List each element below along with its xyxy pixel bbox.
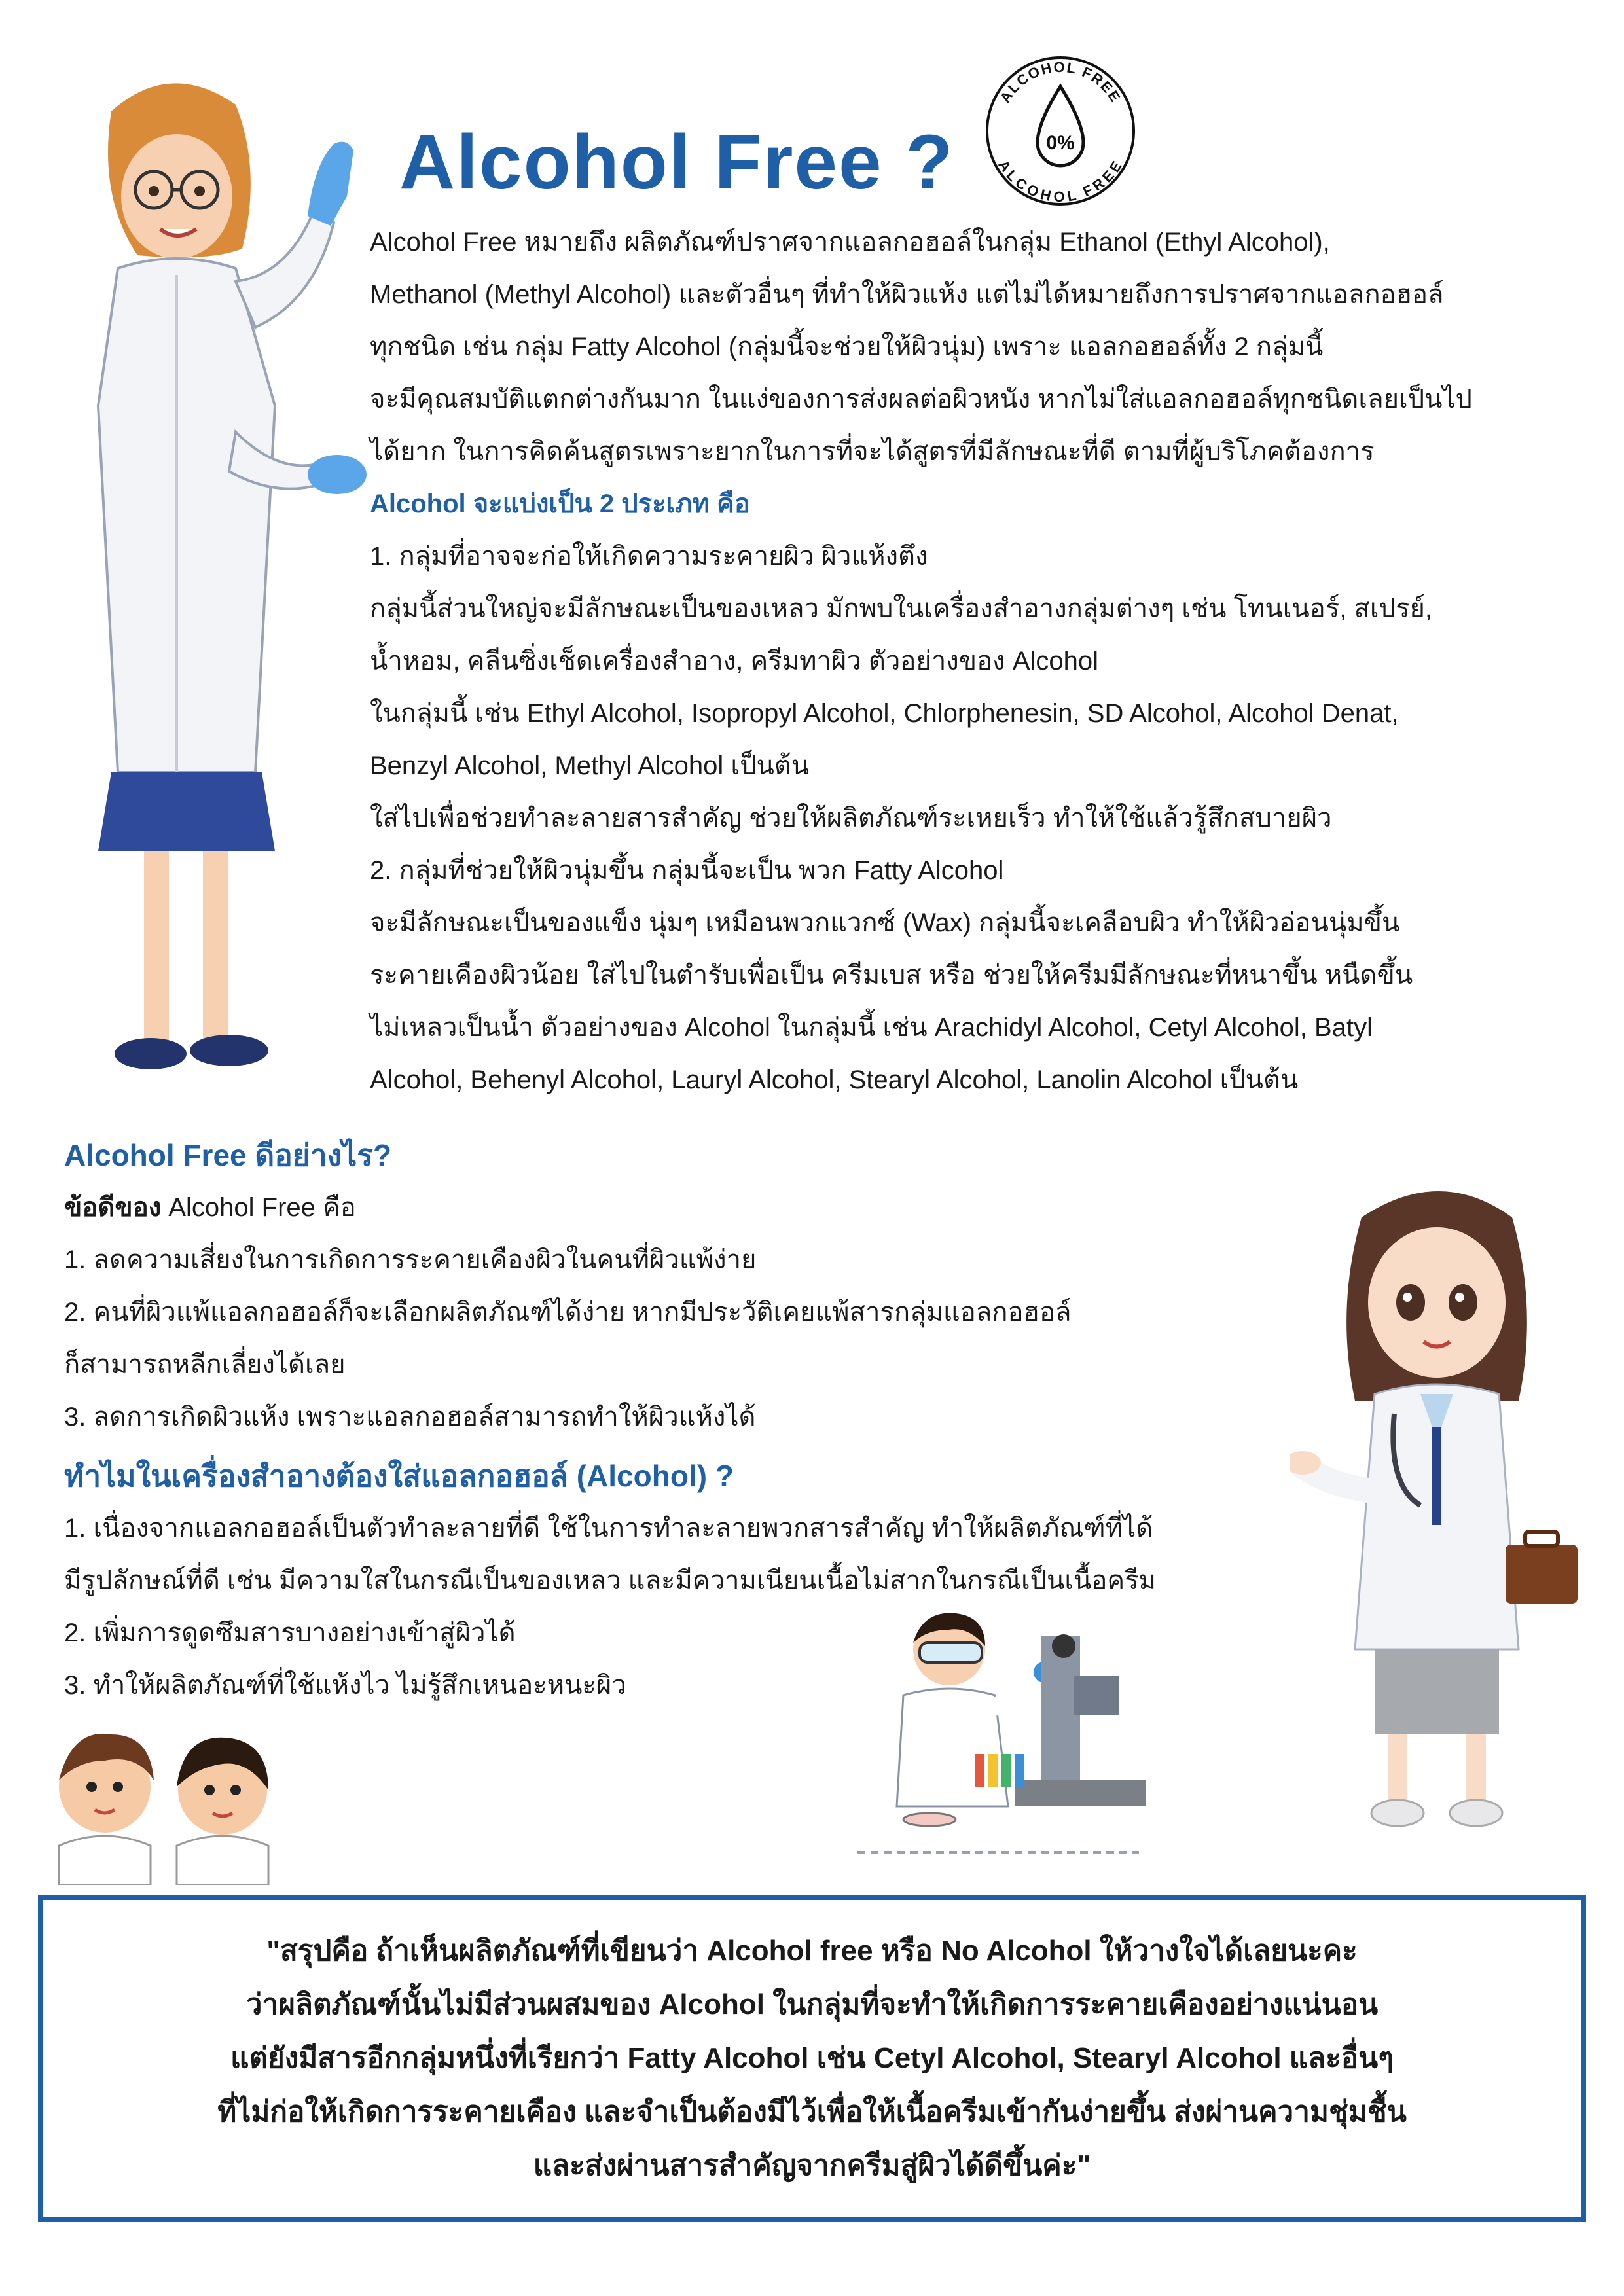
doctor-girl-illustration — [1290, 1178, 1591, 1833]
summary-line: "สรุปคือ ถ้าเห็นผลิตภัณฑ์ที่เขียนว่า Alcohol free หรือ No Alcohol ให้วางใจได้เลยนะคะ — [266, 1935, 1358, 1967]
intro-section — [370, 216, 1587, 1106]
badge-ring-top: ALCOHOL FREE — [996, 58, 1125, 106]
type-line: กลุ่มนี้ส่วนใหญ่จะมีลักษณะเป็นของเหลว มักพบในเครื่องสำอางกลุ่มต่างๆ เช่น โทนเนอร์, สเปรย์, — [370, 594, 1433, 623]
summary-line: ที่ไม่ก่อให้เกิดการระคายเคือง และจำเป็นต้องมีไว้เพื่อให้เนื้อครีมเข้ากันง่ายขึ้น ส่งผ่านความชุ่มชื้น — [217, 2096, 1407, 2128]
page-title: Alcohol Free ? — [399, 119, 954, 206]
why-line: 2. เพิ่มการดูดซึมสารบางอย่างเข้าสู่ผิวได้ — [64, 1619, 516, 1647]
intro-line: ทุกชนิด เช่น กลุ่ม Fatty Alcohol (กลุ่มนี้จะช่วยให้ผิวนุ่ม) เพราะ แอลกอฮอล์ทั้ง 2 กลุ่มนี้ — [370, 332, 1324, 361]
why-line: มีรูปลักษณ์ที่ดี เช่น มีความใสในกรณีเป็นของเหลว และมีความเนียนเนื้อไม่สากในกรณีเป็นเนื้อครีม — [64, 1566, 1157, 1595]
type-line: น้ำหอม, คลีนซิ่งเช็ดเครื่องสำอาง, ครีมทาผิว ตัวอย่างของ Alcohol — [370, 647, 1099, 675]
benefits-lead-rest: Alcohol Free คือ — [161, 1193, 356, 1222]
type-line: 1. กลุ่มที่อาจจะก่อให้เกิดความระคายผิว ผิวแห้งตึง — [370, 542, 928, 571]
alcohol-free-badge-icon — [975, 46, 1146, 216]
intro-line: Methanol (Methyl Alcohol) และตัวอื่นๆ ที่ทำให้ผิวแห้ง แต่ไม่ได้หมายถึงการปราศจากแอลกอฮอล์ — [370, 280, 1444, 309]
summary-line: แต่ยังมีสารอีกกลุ่มหนึ่งที่เรียกว่า Fatty Alcohol เช่น Cetyl Alcohol, Stearyl Alcohol และอื่นๆ — [230, 2042, 1394, 2074]
benefits-section — [64, 1129, 1275, 1443]
benefits-lead — [64, 1181, 1275, 1234]
benefits-heading: Alcohol Free ดีอย่างไร? — [64, 1138, 392, 1172]
badge-ring-bottom: ALCOHOL FREE — [995, 157, 1126, 206]
intro-line: ได้ยาก ในการคิดค้นสูตรเพราะยากในการที่จะได้สูตรที่มีลักษณะที่ดี ตามที่ผู้บริโภคต้องการ — [370, 437, 1375, 466]
benefit-line: 3. ลดการเกิดผิวแห้ง เพราะแอลกอฮอล์สามารถทำให้ผิวแห้งได้ — [64, 1403, 756, 1431]
summary-box — [38, 1895, 1586, 2222]
benefit-line: 2. คนที่ผิวแพ้แอลกอฮอล์ก็จะเลือกผลิตภัณฑ์ได้ง่าย หากมีประวัติเคยแพ้สารกลุ่มแอลกอฮอล์ — [64, 1298, 1072, 1327]
type-line: Benzyl Alcohol, Methyl Alcohol เป็นต้น — [370, 751, 810, 780]
summary-line: และส่งผ่านสารสำคัญจากครีมสู่ผิวได้ดีขึ้นค่ะ" — [533, 2149, 1091, 2181]
types-heading: Alcohol จะแบ่งเป็น 2 ประเภท คือ — [370, 490, 750, 518]
intro-line: จะมีคุณสมบัติแตกต่างกันมาก ในแง่ของการส่งผลต่อผิวหนัง หากไม่ใส่แอลกอฮอล์ทุกชนิดเลยเป็นไป — [370, 385, 1472, 414]
benefits-lead-bold: ข้อดีของ — [64, 1193, 162, 1222]
why-heading: ทำไมในเครื่องสำอางต้องใส่แอลกอฮอล์ (Alcohol) ? — [64, 1459, 734, 1493]
benefit-line: ก็สามารถหลีกเลี่ยงได้เลย — [64, 1350, 346, 1379]
type-line: ในกลุ่มนี้ เช่น Ethyl Alcohol, Isopropyl Alcohol, Chlorphenesin, SD Alcohol, Alcohol Denat, — [370, 699, 1399, 728]
type-line: ไม่เหลวเป็นน้ำ ตัวอย่างของ Alcohol ในกลุ่มนี้ เช่น Arachidyl Alcohol, Cetyl Alcohol, Batyl — [370, 1013, 1373, 1042]
why-line: 1. เนื่องจากแอลกอฮอล์เป็นตัวทำละลายที่ดี ใช้ในการทำละลายพวกสารสำคัญ ทำให้ผลิตภัณฑ์ที่ได้ — [64, 1514, 1153, 1543]
type-line: Alcohol, Behenyl Alcohol, Lauryl Alcohol, Stearyl Alcohol, Lanolin Alcohol เป็นต้น — [370, 1066, 1299, 1094]
scientist-woman-illustration — [39, 65, 380, 1086]
svg-text:ALCOHOL FREE — [997, 59, 1125, 106]
type-line: จะมีลักษณะเป็นของแข็ง นุ่มๆ เหมือนพวกแวกซ์ (Wax) กลุ่มนี้จะเคลือบผิว ทำให้ผิวอ่อนนุ่มขึ้น — [370, 908, 1400, 937]
lab-scientist-illustration — [851, 1597, 1152, 1872]
kids-illustration — [33, 1715, 295, 1885]
summary-line: ว่าผลิตภัณฑ์นั้นไม่มีส่วนผสมของ Alcohol ในกลุ่มที่จะทำให้เกิดการระคายเคืองอย่างแน่นอน — [245, 1988, 1379, 2020]
type-line: ระคายเคืองผิวน้อย ใส่ไปในตำรับเพื่อเป็น ครีมเบส หรือ ช่วยให้ครีมมีลักษณะที่หนาขึ้น หนืดขึ้น — [370, 961, 1413, 990]
intro-line: Alcohol Free หมายถึง ผลิตภัณฑ์ปราศจากแอลกอฮอล์ในกลุ่ม Ethanol (Ethyl Alcohol), — [370, 228, 1330, 257]
badge-center-text: 0% — [1046, 132, 1075, 154]
why-line: 3. ทำให้ผลิตภัณฑ์ที่ใช้แห้งไว ไม่รู้สึกเหนอะหนะผิว — [64, 1671, 626, 1700]
type-line: ใส่ไปเพื่อช่วยทำละลายสารสำคัญ ช่วยให้ผลิตภัณฑ์ระเหยเร็ว ทำให้ใช้แล้วรู้สึกสบายผิว — [370, 804, 1332, 833]
benefit-line: 1. ลดความเสี่ยงในการเกิดการระคายเคืองผิวในคนที่ผิวแพ้ง่าย — [64, 1246, 757, 1274]
type-line: 2. กลุ่มที่ช่วยให้ผิวนุ่มขึ้น กลุ่มนี้จะเป็น พวก Fatty Alcohol — [370, 856, 1004, 885]
